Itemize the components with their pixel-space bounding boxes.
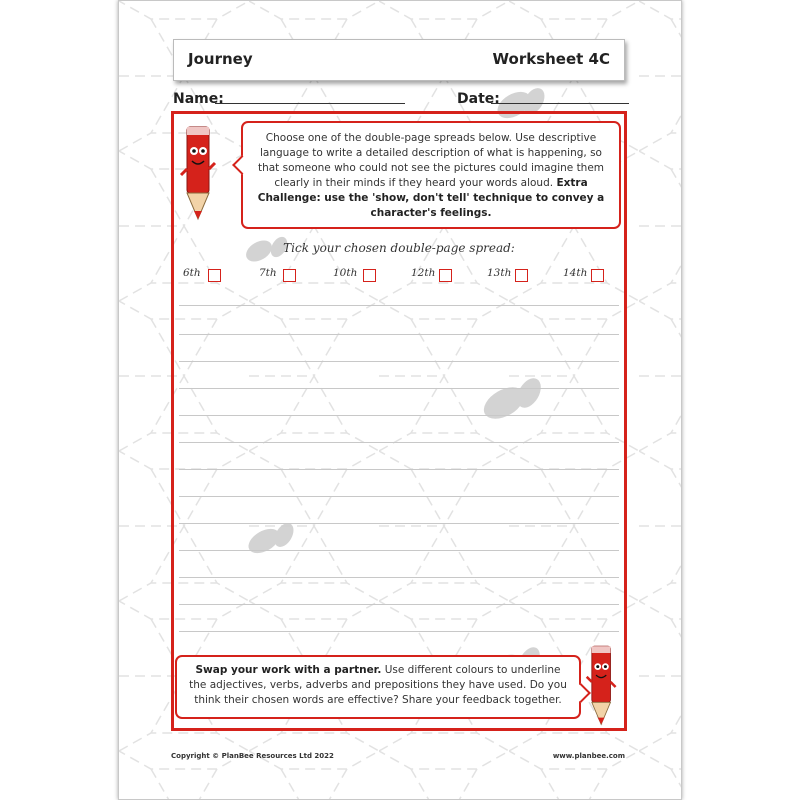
option-label: 13th [487,267,512,279]
option-label: 7th [259,267,277,279]
worksheet-title: Journey [188,50,253,68]
option-label: 6th [183,267,201,279]
writing-line[interactable] [179,388,619,389]
feedback-bold-text: Swap your work with a partner. [195,664,382,676]
feedback-text: Use different colours to underline the adjectives, verbs, adverbs and prepositions they have used. Do you think their chosen words are effective? Share your feedback together. [189,664,567,706]
name-line[interactable] [215,103,405,104]
website-link[interactable]: www.planbee.com [552,752,625,760]
date-label: Date: [457,91,500,107]
tick-title: Tick your chosen double-page spread: [283,241,515,255]
writing-line[interactable] [179,523,619,524]
option-label: 10th [333,267,358,279]
header-box [173,39,625,81]
option-checkbox-7th[interactable] [283,269,296,282]
writing-line[interactable] [179,334,619,335]
date-line[interactable] [491,103,629,104]
option-checkbox-14th[interactable] [591,269,604,282]
option-checkbox-6th[interactable] [208,269,221,282]
option-checkbox-13th[interactable] [515,269,528,282]
option-checkbox-10th[interactable] [363,269,376,282]
feedback-bubble [175,655,581,719]
option-label: 12th [411,267,436,279]
instruction-bubble [241,121,621,229]
writing-line[interactable] [179,631,619,632]
writing-line[interactable] [179,305,619,306]
extra-challenge-text: Extra Challenge: use the 'show, don't tell' technique to convey a character's feelings. [257,177,605,219]
pencil-mascot-icon [179,123,219,227]
worksheet-page [118,0,682,800]
pencil-mascot-icon [585,641,619,733]
option-checkbox-12th[interactable] [439,269,452,282]
writing-line[interactable] [179,361,619,362]
writing-line[interactable] [179,496,619,497]
writing-line[interactable] [179,469,619,470]
writing-line[interactable] [179,550,619,551]
writing-line[interactable] [179,604,619,605]
writing-line[interactable] [179,577,619,578]
option-label: 14th [563,267,588,279]
name-label: Name: [173,91,224,107]
copyright-text: Copyright © PlanBee Resources Ltd 2022 [171,752,334,760]
worksheet-number: Worksheet 4C [492,50,610,68]
writing-line[interactable] [179,415,619,416]
instruction-text: Choose one of the double-page spreads below. Use descriptive language to write a detailed description of what is happening, so that someone who could not see the pictures could imagine them clearly in their minds if they heard your words aloud. [257,132,605,189]
writing-line[interactable] [179,442,619,443]
